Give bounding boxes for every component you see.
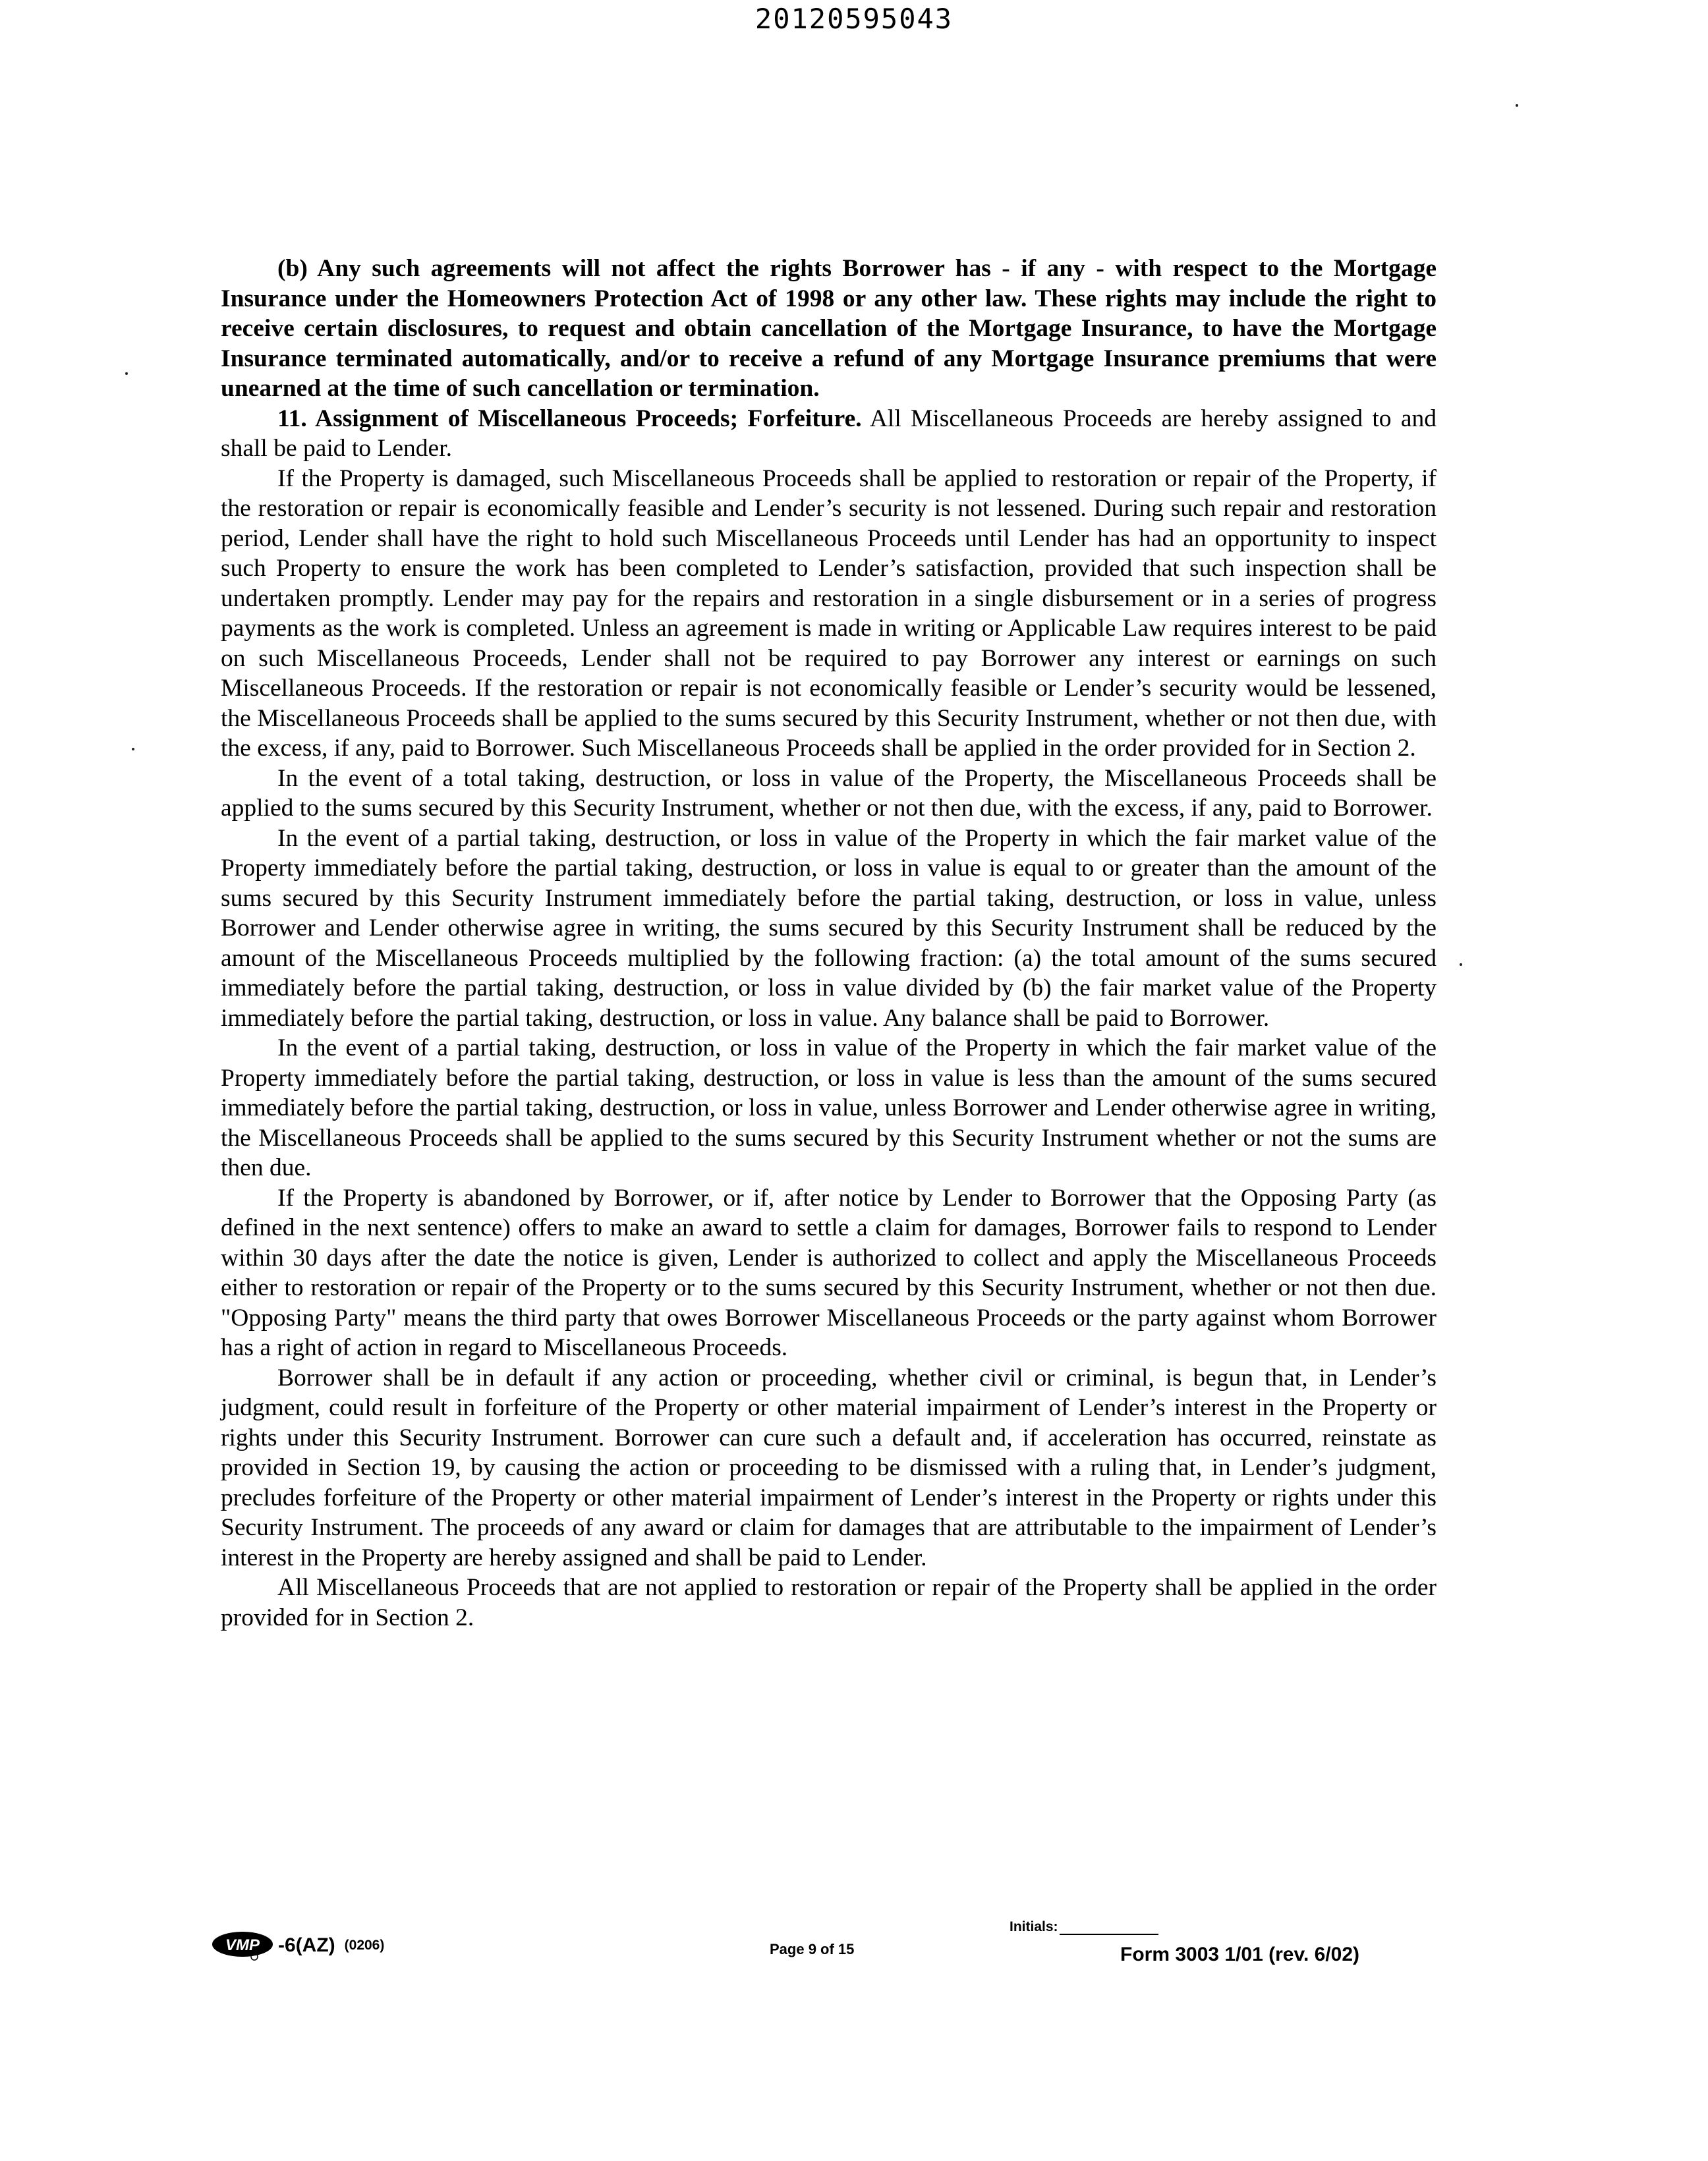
paragraph-text: All Miscellaneous Proceeds that are not applied to restoration or repair of the Property shall be applied in the order provided for in Section 2. <box>221 1574 1437 1631</box>
form-identifier <box>211 1930 384 1961</box>
paragraph-10b <box>221 254 1437 404</box>
paragraph-text: In the event of a partial taking, destruction, or loss in value of the Property in which the fair market value of the Property immediately before the partial taking, destruction, or loss in value is equal to or greater than the amount of the sums secured by this Security Instrument immediately before the partial taking, destruction, or loss in value, unless Borrower and Lender otherwise agree in writing, the sums secured by this Security Instrument shall be reduced by the amount of the Miscellaneous Proceeds multiplied by the following fraction: (a) the total amount of the sums secured immediately before the partial taking, destruction, or loss in value divided by (b) the fair market value of the Property immediately before the partial taking, destruction, or loss in value. Any balance shall be paid to Borrower. <box>221 824 1437 1032</box>
scan-speck <box>132 748 134 750</box>
document-number: 20120595043 <box>754 3 954 35</box>
initials-label: Initials: <box>1010 1919 1058 1934</box>
paragraph-abandoned <box>221 1183 1437 1363</box>
paragraph-text: If the Property is abandoned by Borrower, or if, after notice by Lender to Borrower that the Opposing Party (as defined in the next sentence) offers to make an award to settle a claim for damages, Borrower fails to respond to Lender within 30 days after the date the notice is given, Lender is authorized to collect and apply the Miscellaneous Proceeds either to restoration or repair of the Property or to the sums secured by this Security Instrument, whether or not then due. "Opposing Party" means the third party that owes Borrower Miscellaneous Proceeds or the party against whom Borrower has a right of action in regard to Miscellaneous Proceeds. <box>221 1184 1437 1361</box>
scan-speck <box>1460 963 1462 966</box>
form-number: Form 3003 1/01 (rev. 6/02) <box>1120 1944 1359 1965</box>
paragraph-damaged-property <box>221 464 1437 764</box>
paragraph-not-applied <box>221 1573 1437 1633</box>
paragraph-partial-taking-less <box>221 1033 1437 1183</box>
scan-speck <box>1516 104 1518 107</box>
paragraph-text: (b) Any such agreements will not affect the rights Borrower has - if any - with respect to the Mortgage Insurance under the Homeowners Protection Act of 1998 or any other law. These rights may include the right to receive certain disclosures, to request and obtain cancellation of the Mortgage Insurance, to have the Mortgage Insurance terminated automatically, and/or to receive a refund of any Mortgage Insurance premiums that were unearned at the time of such cancellation or termination. <box>221 255 1437 402</box>
paragraph-text: Borrower shall be in default if any action or proceeding, whether civil or criminal, is begun that, in Lender’s judgment, could result in forfeiture of the Property or other material impairment of Lender’s interest in the Property or rights under this Security Instrument. Borrower can cure such a default and, if acceleration has occurred, reinstate as provided in Section 19, by causing the action or proceeding to be dismissed with a ruling that, in Lender’s judgment, precludes forfeiture of the Property or other material impairment of Lender’s interest in the Property or rights under this Security Instrument. The proceeds of any award or claim for damages that are attributable to the impairment of Lender’s interest in the Property are hereby assigned and shall be paid to Lender. <box>221 1364 1437 1571</box>
initials-line <box>1060 1919 1158 1935</box>
paragraph-default <box>221 1363 1437 1573</box>
section-11-heading: 11. Assignment of Miscellaneous Proceeds; Forfeiture. <box>277 405 862 432</box>
document-body <box>221 254 1437 1633</box>
paragraph-text: In the event of a total taking, destruction, or loss in value of the Property, the Miscellaneous Proceeds shall be applied to the sums secured by this Security Instrument, whether or not then due, with the excess, if any, paid to Borrower. <box>221 764 1437 822</box>
vmp-logo-text: VMP <box>225 1936 260 1954</box>
paragraph-text: All Miscellaneous Proceeds are hereby assigned to and shall be paid to Lender. <box>221 405 1437 462</box>
paragraph-partial-taking-equal <box>221 824 1437 1034</box>
paragraph-total-taking <box>221 764 1437 824</box>
initials-field <box>1010 1919 1158 1935</box>
page-number: Page 9 of 15 <box>770 1941 855 1957</box>
vmp-logo-icon <box>211 1930 275 1961</box>
form-code-date: (0206) <box>344 1938 385 1953</box>
form-code: -6(AZ) <box>278 1934 335 1956</box>
paragraph-11 <box>221 404 1437 464</box>
paragraph-text: If the Property is damaged, such Miscellaneous Proceeds shall be applied to restoration or repair of the Property, if the restoration or repair is economically feasible and Lender’s security is not lessened. During such repair and restoration period, Lender shall have the right to hold such Miscellaneous Proceeds until Lender has had an opportunity to inspect such Property to ensure the work has been completed to Lender’s satisfaction, provided that such inspection shall be undertaken promptly. Lender may pay for the repairs and restoration in a single disbursement or in a series of progress payments as the work is completed. Unless an agreement is made in writing or Applicable Law requires interest to be paid on such Miscellaneous Proceeds, Lender shall not be required to pay Borrower any interest or earnings on such Miscellaneous Proceeds. If the restoration or repair is not economically feasible or Lender’s security would be lessened, the Miscellaneous Proceeds shall be applied to the sums secured by this Security Instrument, whether or not then due, with the excess, if any, paid to Borrower. Such Miscellaneous Proceeds shall be applied in the order provided for in Section 2. <box>221 464 1437 762</box>
scan-speck <box>125 372 128 375</box>
paragraph-text: In the event of a partial taking, destruction, or loss in value of the Property in which the fair market value of the Property immediately before the partial taking, destruction, or loss in value is less than the amount of the sums secured immediately before the partial taking, destruction, or loss in value, unless Borrower and Lender otherwise agree in writing, the Miscellaneous Proceeds shall be applied to the sums secured by this Security Instrument whether or not the sums are then due. <box>221 1034 1437 1181</box>
